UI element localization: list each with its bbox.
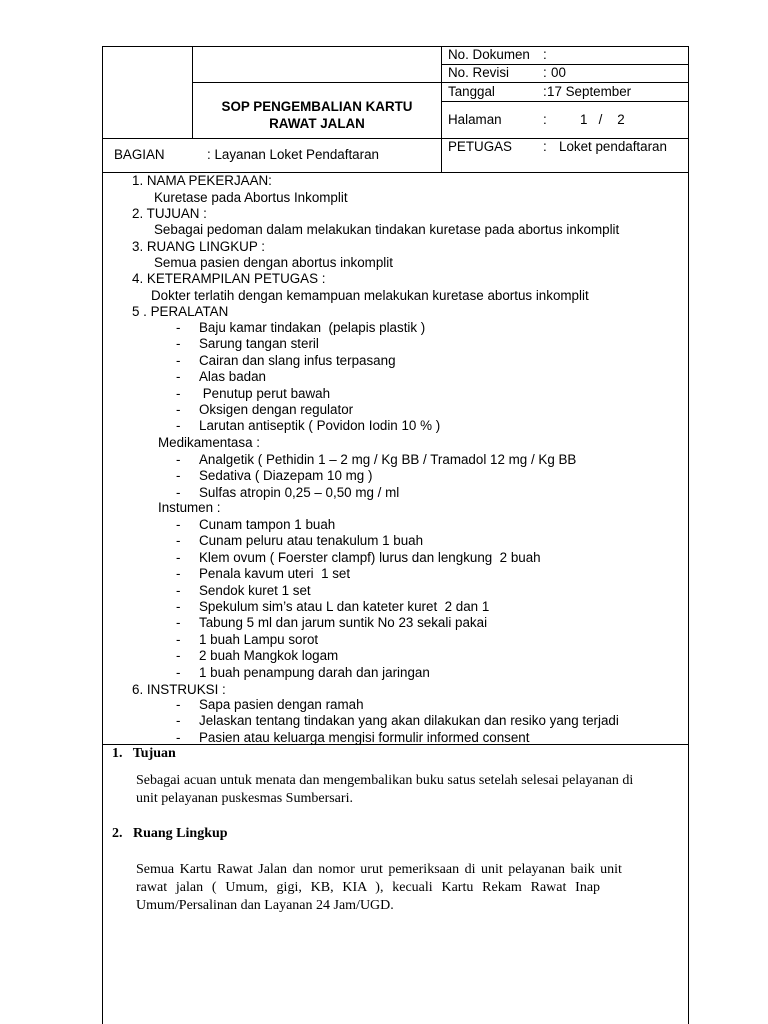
no-revisi-value: 00: [551, 65, 566, 80]
petugas-sep: :: [543, 139, 547, 154]
instruksi-dash: -: [176, 713, 181, 729]
peralatan-dash: -: [176, 320, 181, 335]
peralatan-item: Alas badan: [199, 369, 267, 385]
section-4-title: 4. KETERAMPILAN PETUGAS :: [132, 271, 326, 286]
no-dokumen-sep: :: [543, 47, 547, 62]
medikamentosa-dash: -: [176, 484, 181, 500]
instrumen-dash: -: [176, 648, 181, 664]
section-1-text: Kuretase pada Abortus Inkomplit: [154, 190, 348, 205]
document-title-line-2: RAWAT JALAN: [269, 116, 365, 131]
section-5-title: 5 . PERALATAN: [132, 304, 229, 319]
peralatan-item: Penutup perut bawah: [199, 385, 331, 401]
instrumen-item: Klem ovum ( Foerster clampf) lurus dan lengkung 2 buah: [199, 549, 541, 565]
peralatan-dash: -: [176, 402, 181, 417]
instruksi-dash: -: [176, 697, 181, 712]
instrumen-dash: -: [176, 566, 181, 582]
halaman-label: Halaman: [448, 112, 502, 127]
ruang-lingkup-paragraph-line-3: Umum/Persalinan dan Layanan 24 Jam/UGD.: [136, 898, 394, 913]
peralatan-item: Sarung tangan steril: [199, 336, 319, 352]
section-2-text: Sebagai pedoman dalam melakukan tindakan kuretase pada abortus inkomplit: [154, 222, 620, 237]
bagian-value: : Layanan Loket Pendaftaran: [207, 147, 379, 162]
section-3-text: Semua pasien dengan abortus inkomplit: [154, 255, 393, 270]
tanggal-sep: :: [543, 84, 547, 99]
halaman-value: 1 / 2: [580, 112, 625, 127]
medikamentosa-dash: -: [176, 468, 181, 484]
peralatan-dash: -: [176, 352, 181, 368]
peralatan-item: Larutan antiseptik ( Povidon Iodin 10 % ): [199, 418, 441, 434]
ruang-lingkup-heading: 2. Ruang Lingkup: [112, 826, 228, 841]
instrumen-label: Instumen :: [158, 500, 221, 515]
peralatan-dash: -: [176, 385, 181, 401]
instrumen-dash: -: [176, 599, 181, 614]
peralatan-dash: -: [176, 418, 181, 434]
no-revisi-label: No. Revisi: [448, 65, 510, 80]
medikamentosa-dash: -: [176, 452, 181, 467]
ruang-lingkup-paragraph-line-2: rawat jalan ( Umum, gigi, KB, KIA ), kecuali Kartu Rekam Rawat Inap: [136, 880, 601, 895]
medikamentosa-label: Medikamentasa :: [158, 435, 260, 450]
instrumen-dash: -: [176, 631, 181, 647]
instrumen-item: Cunam tampon 1 buah: [199, 517, 336, 532]
section-1-title: 1. NAMA PEKERJAAN:: [132, 173, 272, 188]
tanggal-value: 17 September: [547, 84, 632, 99]
bagian-label: BAGIAN: [114, 147, 165, 162]
peralatan-item: Baju kamar tindakan (pelapis plastik ): [199, 320, 426, 335]
instrumen-item: Tabung 5 ml dan jarum suntik No 23 sekali pakai: [199, 615, 488, 631]
tujuan-paragraph-line-1: Sebagai acuan untuk menata dan mengembalikan buku satus setelah selesai pelayanan di: [136, 773, 634, 788]
instrumen-item: 1 buah penampung darah dan jaringan: [199, 664, 430, 680]
instruksi-dash: -: [176, 729, 181, 744]
instrumen-item: Cunam peluru atau tenakulum 1 buah: [199, 533, 424, 549]
tanggal-label: Tanggal: [448, 84, 495, 99]
halaman-sep: :: [543, 112, 547, 127]
instrumen-item: 2 buah Mangkok logam: [199, 648, 339, 664]
tujuan-paragraph-line-2: unit pelayanan puskesmas Sumbersari.: [136, 791, 353, 806]
section-6-title: 6. INSTRUKSI :: [132, 682, 226, 697]
instrumen-dash: -: [176, 582, 181, 598]
medikamentosa-item: Analgetik ( Pethidin 1 – 2 mg / Kg BB / Tramadol 12 mg / Kg BB: [199, 452, 577, 467]
peralatan-dash: -: [176, 336, 181, 352]
section-4-text: Dokter terlatih dengan kemampuan melakukan kuretase abortus inkomplit: [151, 288, 589, 303]
document-title-line-1: SOP PENGEMBALIAN KARTU: [221, 99, 413, 114]
instrumen-item: Spekulum sim’s atau L dan kateter kuret 2 dan 1: [199, 599, 490, 614]
instrumen-item: 1 buah Lampu sorot: [199, 631, 319, 647]
section-2-title: 2. TUJUAN :: [132, 206, 207, 221]
medikamentosa-item: Sulfas atropin 0,25 – 0,50 mg / ml: [199, 484, 400, 500]
content-divider-line: [102, 744, 689, 745]
instrumen-dash: -: [176, 533, 181, 549]
instruksi-item: Jelaskan tentang tindakan yang akan dilakukan dan resiko yang terjadi: [199, 713, 619, 729]
petugas-value: Loket pendaftaran: [559, 139, 667, 154]
no-dokumen-label: No. Dokumen: [448, 47, 530, 62]
instruksi-item: Sapa pasien dengan ramah: [199, 697, 364, 712]
instrumen-item: Sendok kuret 1 set: [199, 582, 311, 598]
peralatan-item: Oksigen dengan regulator: [199, 402, 354, 417]
medikamentosa-item: Sedativa ( Diazepam 10 mg ): [199, 468, 373, 484]
instrumen-dash: -: [176, 664, 181, 680]
instrumen-dash: -: [176, 549, 181, 565]
instruksi-item: Pasien atau keluarga mengisi formulir informed consent: [199, 729, 530, 744]
instrumen-item: Penala kavum uteri 1 set: [199, 566, 351, 582]
peralatan-item: Cairan dan slang infus terpasang: [199, 352, 396, 368]
instrumen-dash: -: [176, 517, 181, 532]
instrumen-dash: -: [176, 615, 181, 631]
section-3-title: 3. RUANG LINGKUP :: [132, 239, 265, 254]
ruang-lingkup-paragraph-line-1: Semua Kartu Rawat Jalan dan nomor urut pemeriksaan di unit pelayanan baik unit: [136, 862, 622, 877]
petugas-label: PETUGAS: [448, 139, 512, 154]
no-revisi-sep: :: [543, 65, 547, 80]
tujuan-heading: 1. Tujuan: [112, 746, 176, 761]
peralatan-dash: -: [176, 369, 181, 385]
